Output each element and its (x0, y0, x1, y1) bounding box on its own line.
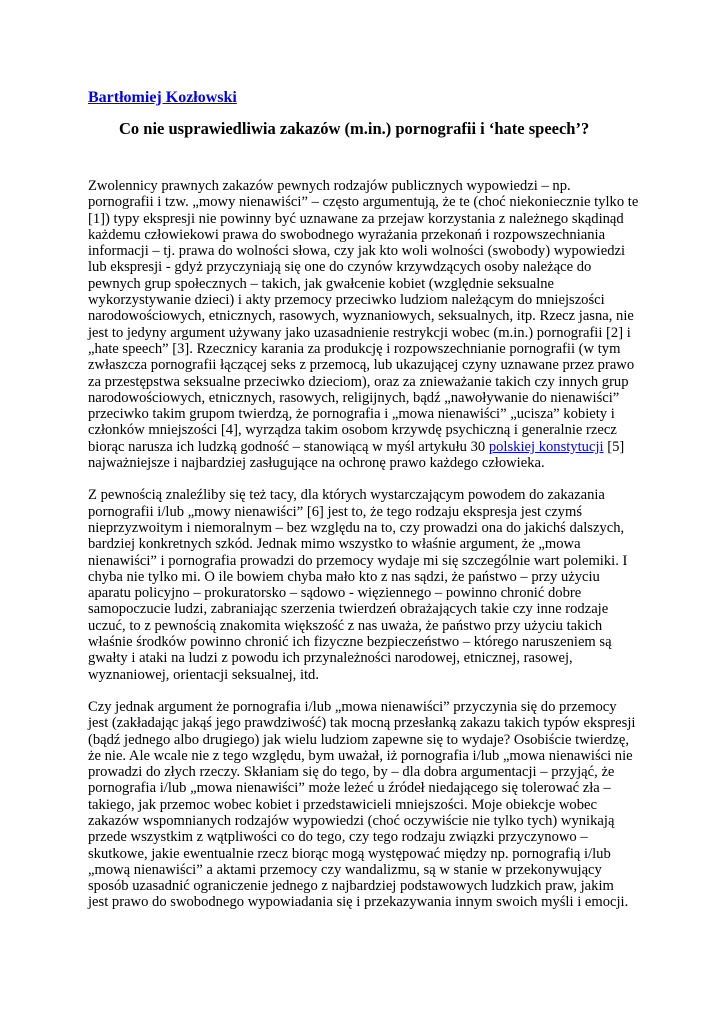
text-line: lub ekspresji - gdyż przyczyniają się one do czynów krzywdzących osoby należące do (88, 259, 592, 276)
text-line: bardziej konkretnych szkód. Jednak mimo wszystko to właśnie argument, że „mowa (88, 536, 581, 553)
text-line: narodowościowych, etnicznych, rasowych, religijnych, bądź „nawoływanie do nienawiści” (88, 389, 620, 406)
text-line: wykorzystywanie dzieci) i akty przemocy przeciwko ludziom należącym do mniejszości (88, 292, 605, 309)
text-line: jest (zakładając jakąś jego prawdziwość) tak mocną przesłanką zakazu takich typów ekspresji (88, 715, 636, 732)
text-line: jest prawo do swobodnego wypowiadania się i przekazywania innym swoich myśli i emocji. (88, 894, 629, 911)
paragraph-3 (88, 699, 648, 911)
text-line: skutkowe, jakie ewentualnie rzecz biorąc mogą występować między np. pornografią i/lub (88, 845, 611, 862)
text-segment: biorąc narusza ich ludzką godność – stanowiącą w myśl artykułu 30 (88, 438, 486, 455)
text-line: zwłaszcza pornografii łączącej seks z przemocą, lub ukazującej czyny uznawane przez prawo (88, 357, 635, 374)
text-line: że nie. Ale wcale nie z tego względu, bym uważał, iż pornografia i/lub „mowa nienawiści nie (88, 747, 633, 764)
text-line: uczuć, to z pewnością znakomita większość z nas uważa, że państwo przy użyciu takich (88, 617, 603, 634)
text-line: „hate speech” [3]. Rzecznicy karania za produkcję i rozpowszechnianie pornografii (w tym (88, 340, 621, 357)
text-line: pornografia i/lub „mowa nienawiści” może leżeć u źródeł niedającego się tolerować zła – (88, 780, 611, 797)
constitution-link[interactable]: polskiej konstytucji (488, 438, 604, 455)
text-line: Z pewnością znaleźliby się też tacy, dla których wystarczającym powodem do zakazania (88, 487, 605, 504)
text-line: gwałty i ataki na ludzi z powodu ich przynależności narodowej, etnicznej, rasowej, (88, 650, 573, 667)
text-line: prowadzi do złych rzeczy. Skłaniam się do tego, by – dla dobra argumentacji – przyjąć, że (88, 764, 615, 781)
article-title: Co nie usprawiedliwia zakazów (m.in.) pornografii i ‘hate speech’? (119, 119, 590, 138)
text-line: informacji – tj. prawa do wolności słowa, czy jak kto woli wolności (swobody) wypowiedzi (88, 243, 626, 260)
text-line: nienawiści” i pornografia prowadzi do przemocy wydaje mi się szczególnie wart polemiki. I (88, 552, 628, 569)
text-line: narodowościowych, etnicznych, rasowych, wyznaniowych, seksualnych, itp. Rzecz jasna, nie (88, 308, 634, 325)
paragraph-1 (88, 178, 648, 471)
text-line: sposób uzasadnić ograniczenie jednego z najbardziej podstawowych ludzkich praw, jakim (88, 878, 614, 895)
text-line: Zwolennicy prawnych zakazów pewnych rodzajów publicznych wypowiedzi – np. (88, 178, 571, 194)
text-line: „mową nienawiści” a aktami przemocy czy wandalizmu, są w stanie w przekonywujący (88, 861, 602, 878)
text-line: za przestępstwa seksualne przeciwko dzieciom), oraz za znieważanie takich czy innych grup (88, 373, 629, 390)
text-line: (bądź jednego albo drugiego) jak wielu ludziom zapewne się to wydaje? Osobiście twierdzę, (88, 731, 629, 748)
text-line: pewnych grup społecznych – takich, jak gwałcenie kobiet (względnie seksualne (88, 275, 555, 292)
text-line: takiego, jak przemoc wobec kobiet i przedstawicieli mniejszości. Moje obiekcje wobec (88, 796, 597, 813)
text-line: nieprzyzwoitym i niemoralnym – bez względu na to, czy prowadzi ona do jakichś dalszych, (88, 519, 625, 536)
text-line: pornografii i/lub „mowy nienawiści” [6] jest to, że tego rodzaju ekspresja jest czymś (88, 503, 583, 520)
paragraph-2 (88, 487, 648, 683)
text-line: samopoczucie ludzi, zabraniając szerzenia twierdzeń obrażających takie czy inne rodzaje (88, 601, 609, 618)
text-line-with-link (88, 439, 648, 455)
text-segment: [5] (603, 438, 625, 455)
text-line: zakazów wspomnianych rodzajów wypowiedzi (choć oczywiście nie tylko tych) wynikają (88, 812, 615, 829)
text-line: członków mniejszości [4], wyrządza takim osobom krzywdę psychiczną i generalnie rzecz (88, 422, 617, 439)
text-line: właśnie środków powinno chronić ich fizyczne bezpieczeństwo – którego naruszeniem są (88, 634, 612, 651)
text-line: pornografii i tzw. „mowy nienawiści” – często argumentują, że te (choć niekoniecznie tylko te (88, 194, 639, 211)
text-line: przeciwko takim grupom twierdzą, że pornografia i „mowa nienawiści” „ucisza” kobiety i (88, 406, 615, 423)
text-line: jest to jedyny argument używany jako uzasadnienie restrykcji wobec (m.in.) pornografii [2] i (88, 324, 631, 341)
text-line: każdemu człowiekowi prawa do swobodnego wyrażania przekonań i rozpowszechniania (88, 226, 606, 243)
text-line: wyznaniowej, orientacji seksualnej, itd. (88, 666, 319, 683)
author-link[interactable]: Bartłomiej Kozłowski (88, 89, 237, 106)
text-line: najważniejsze i najbardziej zasługujące na ochronę prawo każdego człowieka. (88, 455, 545, 472)
text-line: przede wszystkim z wątpliwości co do tego, czy tego rodzaju związki przyczynowo – (88, 829, 588, 846)
text-line: aparatu policyjno – prokuratorsko – sądowo - więziennego – powinno chronić dobre (88, 585, 582, 602)
text-line: [1]) typy ekspresji nie powinny być uznawane za przejaw korzystania z należnego skądinąd (88, 210, 624, 227)
text-line: chyba nie tylko mi. O ile bowiem chyba mało kto z nas sądzi, że państwo – przy użyciu (88, 568, 600, 585)
text-line: Czy jednak argument że pornografia i/lub „mowa nienawiści” przyczynia się do przemocy (88, 698, 617, 715)
